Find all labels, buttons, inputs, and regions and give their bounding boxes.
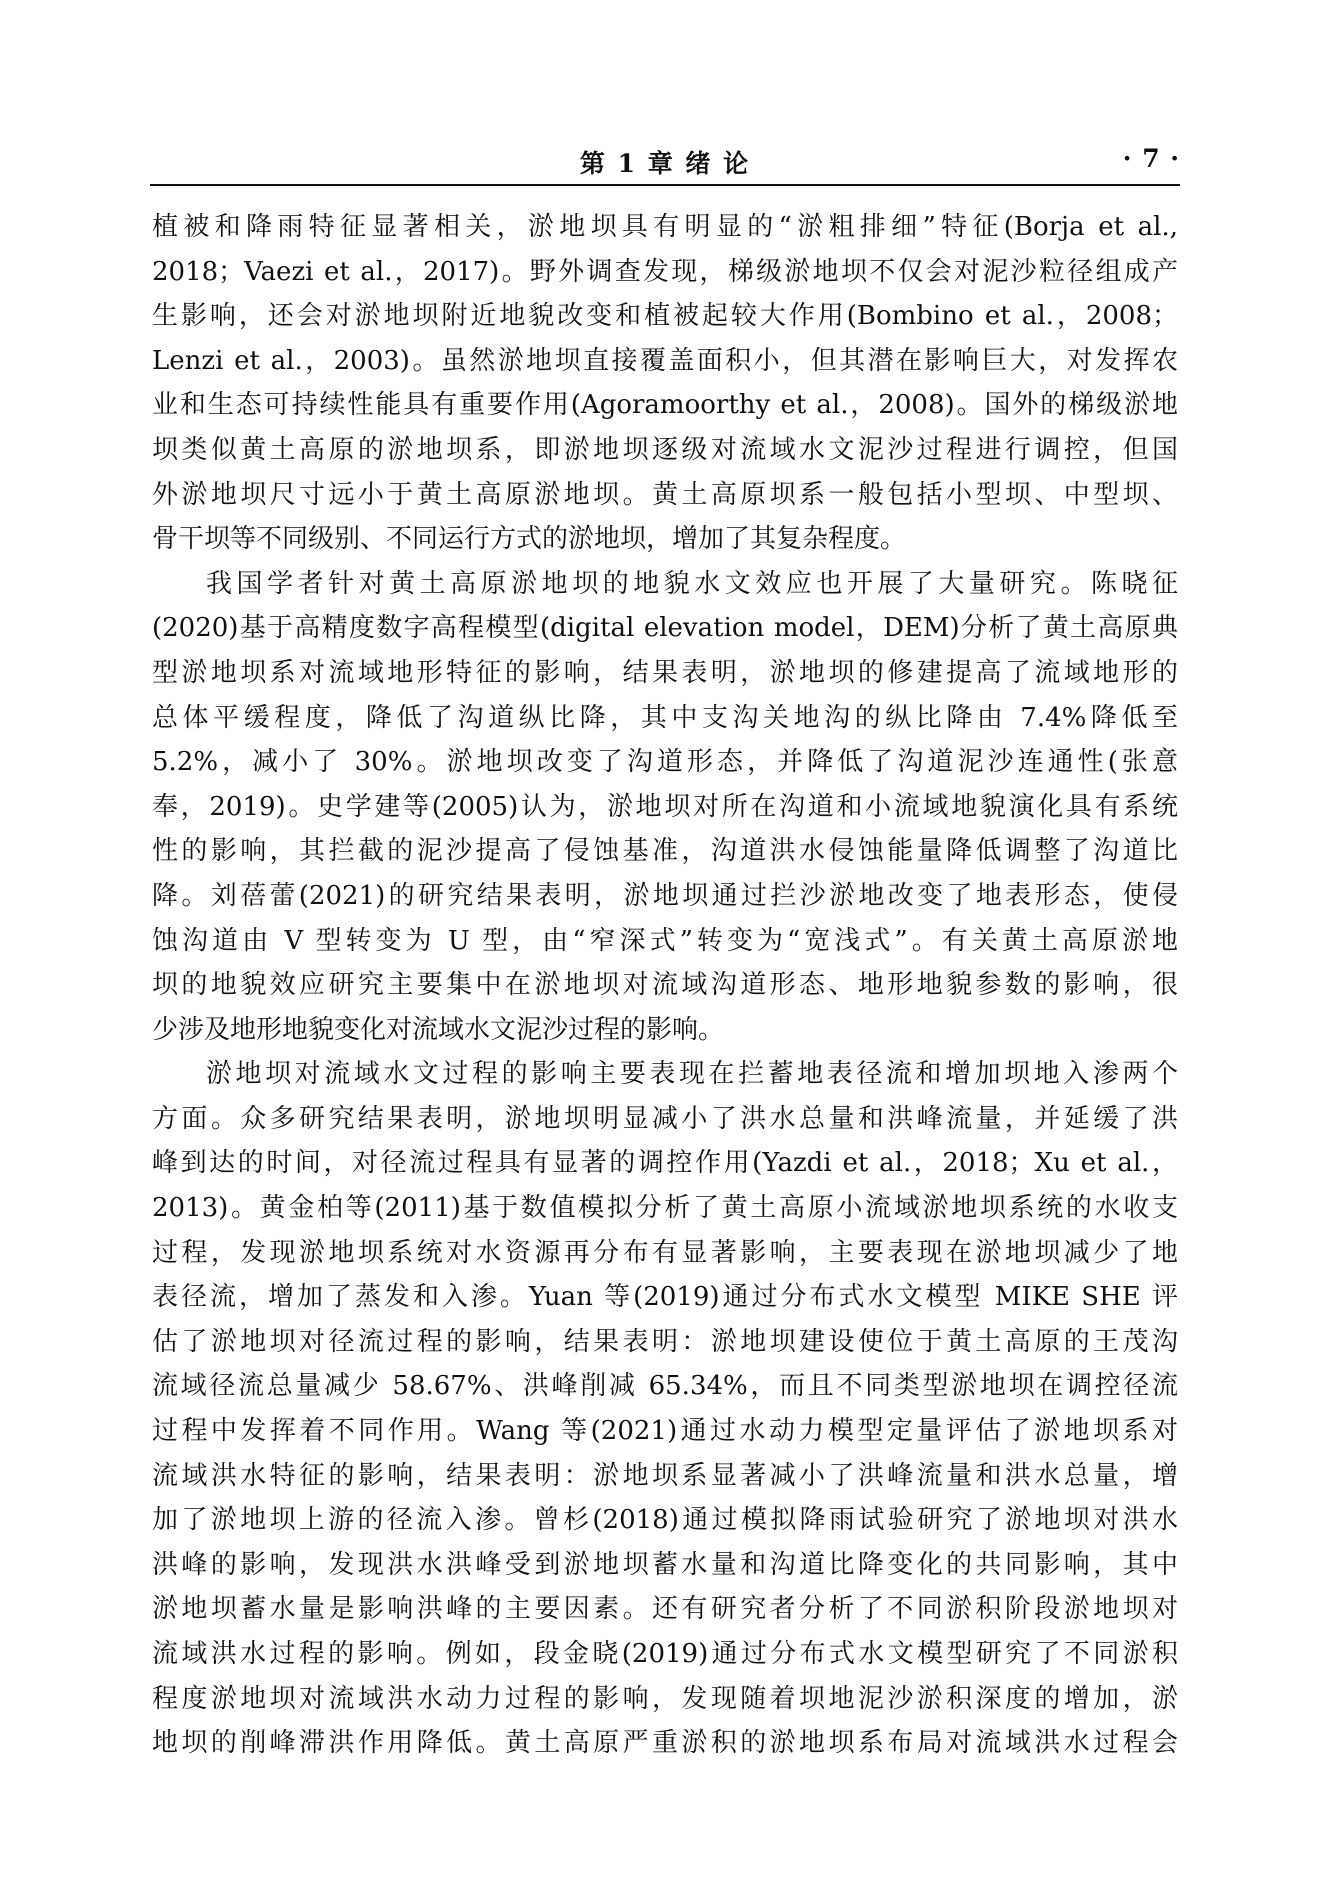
- text-line: 坝类似黄土高原的淤地坝系，即淤地坝逐级对流域水文泥沙过程进行调控，但国: [152, 434, 1178, 465]
- text-line: 骨干坝等不同级别、不同运行方式的淤地坝，增加了其复杂程度。: [152, 524, 907, 555]
- text-line: 流域径流总量减少 58.67%、洪峰削减 65.34%，而且不同类型淤地坝在调控径流: [152, 1371, 1178, 1402]
- paragraph-1: [152, 205, 1178, 562]
- running-header: [150, 140, 1180, 186]
- page-number: · 7 ·: [1122, 144, 1180, 173]
- text-line: 总体平缓程度，降低了沟道纵比降，其中支沟关地沟的纵比降由 7.4%降低至: [152, 702, 1178, 733]
- text-line: 5.2%，减小了 30%。淤地坝改变了沟道形态，并降低了沟道泥沙连通性(张意: [152, 747, 1178, 778]
- chapter-title: 第 1 章 绪 论: [579, 149, 751, 178]
- text-line: 型淤地坝系对流域地形特征的影响，结果表明，淤地坝的修建提高了流域地形的: [152, 657, 1178, 688]
- text-line: (2020)基于高精度数字高程模型(digital elevation model，DEM)分析了黄土高原典: [152, 613, 1178, 644]
- text-line: 地坝的削峰滞洪作用降低。黄土高原严重淤积的淤地坝系布局对流域洪水过程会: [152, 1728, 1178, 1759]
- text-line: 淤地坝对流域水文过程的影响主要表现在拦蓄地表径流和增加坝地入渗两个: [206, 1059, 1178, 1090]
- text-line: 2018；Vaezi et al.，2017)。野外调查发现，梯级淤地坝不仅会对泥沙粒径组成产: [152, 256, 1178, 287]
- text-line: 流域洪水过程的影响。例如，段金晓(2019)通过分布式水文模型研究了不同淤积: [152, 1639, 1178, 1669]
- text-line: 少涉及地形地貌变化对流域水文泥沙过程的影响。: [152, 1014, 725, 1045]
- text-line: 过程，发现淤地坝系统对水资源再分布有显著影响，主要表现在淤地坝减少了地: [152, 1237, 1178, 1268]
- text-line: 过程中发挥着不同作用。Wang 等(2021)通过水动力模型定量评估了淤地坝系对: [152, 1416, 1178, 1447]
- text-line: 性的影响，其拦截的泥沙提高了侵蚀基准，沟道洪水侵蚀能量降低调整了沟道比: [152, 836, 1178, 867]
- body-text: [152, 205, 1178, 1766]
- text-line: 坝的地貌效应研究主要集中在淤地坝对流域沟道形态、地形地貌参数的影响，很: [152, 970, 1178, 1001]
- text-line: 蚀沟道由 V 型转变为 U 型，由“窄深式”转变为“宽浅式”。有关黄土高原淤地: [152, 925, 1178, 956]
- text-line: 峰到达的时间，对径流过程具有显著的调控作用(Yazdi et al.，2018；Xu et al.，: [152, 1148, 1178, 1179]
- paragraph-3: [152, 1052, 1178, 1766]
- text-line: 奉，2019)。史学建等(2005)认为，淤地坝对所在沟道和小流域地貌演化具有系统: [152, 791, 1178, 822]
- text-line: 淤地坝蓄水量是影响洪峰的主要因素。还有研究者分析了不同淤积阶段淤地坝对: [152, 1594, 1178, 1625]
- text-line: 表径流，增加了蒸发和入渗。Yuan 等(2019)通过分布式水文模型 MIKE SHE 评: [152, 1282, 1178, 1313]
- text-line: 方面。众多研究结果表明，淤地坝明显减小了洪水总量和洪峰流量，并延缓了洪: [152, 1103, 1178, 1134]
- text-line: 估了淤地坝对径流过程的影响，结果表明：淤地坝建设使位于黄土高原的王茂沟: [152, 1326, 1178, 1357]
- text-line: 我国学者针对黄土高原淤地坝的地貌水文效应也开展了大量研究。陈晓征: [206, 568, 1178, 599]
- text-line: 业和生态可持续性能具有重要作用(Agoramoorthy et al.，2008)。国外的梯级淤地: [152, 390, 1178, 421]
- text-line: 程度淤地坝对流域洪水动力过程的影响，发现随着坝地泥沙淤积深度的增加，淤: [152, 1683, 1178, 1714]
- text-line: Lenzi et al.，2003)。虽然淤地坝直接覆盖面积小，但其潜在影响巨大，对发挥农: [152, 345, 1178, 376]
- text-line: 加了淤地坝上游的径流入渗。曾杉(2018)通过模拟降雨试验研究了淤地坝对洪水: [152, 1505, 1178, 1536]
- text-line: 生影响，还会对淤地坝附近地貌改变和植被起较大作用(Bombino et al.，2008；: [152, 301, 1178, 332]
- paragraph-2: [152, 562, 1178, 1053]
- text-line: 外淤地坝尺寸远小于黄土高原淤地坝。黄土高原坝系一般包括小型坝、中型坝、: [152, 479, 1178, 510]
- text-line: 降。刘蓓蕾(2021)的研究结果表明，淤地坝通过拦沙淤地改变了地表形态，使侵: [152, 880, 1178, 911]
- text-line: 流域洪水特征的影响，结果表明：淤地坝系显著减小了洪峰流量和洪水总量，增: [152, 1460, 1178, 1491]
- text-line: 植被和降雨特征显著相关，淤地坝具有明显的“淤粗排细”特征(Borja et al.,: [152, 212, 1178, 242]
- text-line: 洪峰的影响，发现洪水洪峰受到淤地坝蓄水量和沟道比降变化的共同影响，其中: [152, 1549, 1178, 1580]
- text-line: 2013)。黄金柏等(2011)基于数值模拟分析了黄土高原小流域淤地坝系统的水收支: [152, 1193, 1178, 1224]
